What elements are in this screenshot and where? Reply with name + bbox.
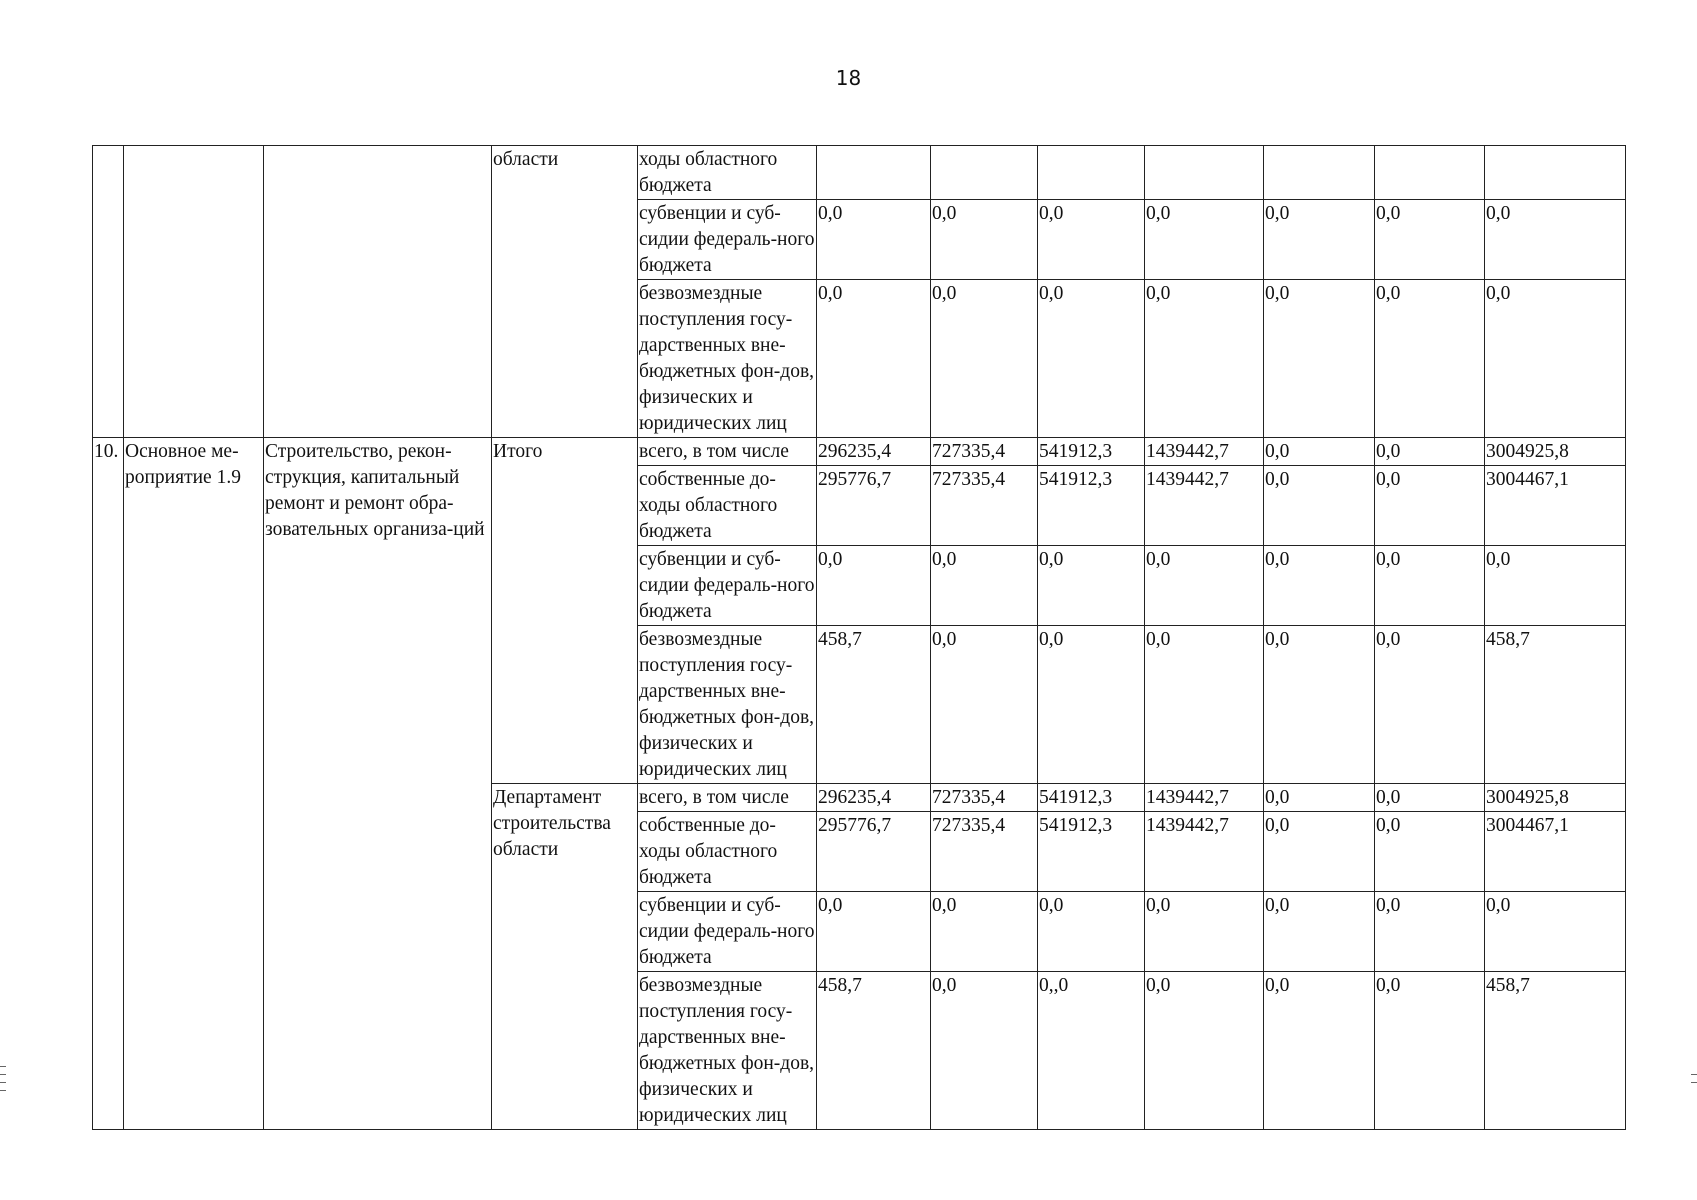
amount-cell: 1439442,7 [1145, 812, 1264, 892]
amount-cell: 727335,4 [931, 438, 1038, 466]
amount-cell: 0,0 [1485, 892, 1626, 972]
amount-cell: 0,0 [1264, 466, 1375, 546]
amount-cell: 0,0 [817, 546, 931, 626]
amount-cell: 727335,4 [931, 812, 1038, 892]
amount-cell: 0,0 [1145, 280, 1264, 438]
amount-cell: 296235,4 [817, 784, 931, 812]
amount-cell: 0,0 [1375, 200, 1485, 280]
amount-cell: 458,7 [817, 972, 931, 1130]
amount-cell [817, 146, 931, 200]
source-cell: субвенции и суб-сидии федераль-ного бюджета [638, 546, 817, 626]
source-cell: безвозмездные поступления госу-дарственных вне-бюджетных фон-дов, физических и юридических лиц [638, 972, 817, 1130]
amount-cell: 0,0 [1485, 546, 1626, 626]
amount-cell: 727335,4 [931, 466, 1038, 546]
amount-cell: 0,0 [1375, 626, 1485, 784]
amount-cell: 0,0 [1375, 466, 1485, 546]
amount-cell: 296235,4 [817, 438, 931, 466]
scan-mark [1691, 1074, 1697, 1075]
source-cell: собственные до-ходы областного бюджета [638, 812, 817, 892]
amount-cell: 0,0 [1264, 280, 1375, 438]
amount-cell: 0,0 [1375, 812, 1485, 892]
cell-name [124, 146, 264, 438]
amount-cell: 0,0 [1264, 626, 1375, 784]
amount-cell: 0,0 [1264, 812, 1375, 892]
item-number: 10. [93, 438, 124, 1130]
source-cell: собственные до-ходы областного бюджета [638, 466, 817, 546]
amount-cell: 0,,0 [1038, 972, 1145, 1130]
amount-cell [1145, 146, 1264, 200]
amount-cell: 0,0 [1485, 280, 1626, 438]
amount-cell: 0,0 [1264, 972, 1375, 1130]
executor-cell: Департамент строительства области [492, 784, 638, 1130]
amount-cell: 3004925,8 [1485, 784, 1626, 812]
source-cell: безвозмездные поступления госу-дарственных вне-бюджетных фон-дов, физических и юридических лиц [638, 626, 817, 784]
cell-num [93, 146, 124, 438]
amount-cell [1038, 146, 1145, 200]
amount-cell: 0,0 [1375, 438, 1485, 466]
amount-cell: 0,0 [931, 972, 1038, 1130]
scan-mark [0, 1090, 6, 1091]
source-cell: субвенции и суб-сидии федераль-ного бюджета [638, 200, 817, 280]
budget-table [92, 145, 1626, 1130]
amount-cell: 0,0 [1145, 892, 1264, 972]
amount-cell: 0,0 [1145, 200, 1264, 280]
amount-cell: 1439442,7 [1145, 438, 1264, 466]
amount-cell: 0,0 [1264, 784, 1375, 812]
amount-cell: 0,0 [1264, 438, 1375, 466]
source-cell: безвозмездные поступления госу-дарственных вне-бюджетных фон-дов, физических и юридических лиц [638, 280, 817, 438]
scan-mark [0, 1066, 6, 1067]
amount-cell: 0,0 [817, 892, 931, 972]
amount-cell: 1439442,7 [1145, 466, 1264, 546]
amount-cell: 0,0 [1375, 280, 1485, 438]
cell-description [264, 146, 492, 438]
table-row [93, 438, 1626, 466]
amount-cell: 0,0 [1264, 200, 1375, 280]
cell-executor: области [492, 146, 638, 438]
amount-cell: 0,0 [1375, 892, 1485, 972]
amount-cell: 3004467,1 [1485, 466, 1626, 546]
amount-cell: 458,7 [1485, 972, 1626, 1130]
amount-cell: 0,0 [1038, 626, 1145, 784]
amount-cell: 0,0 [817, 200, 931, 280]
item-name: Основное ме-роприятие 1.9 [124, 438, 264, 1130]
source-cell: субвенции и суб-сидии федераль-ного бюджета [638, 892, 817, 972]
table-row [93, 146, 1626, 200]
amount-cell: 0,0 [1375, 784, 1485, 812]
amount-cell [1264, 146, 1375, 200]
amount-cell [1375, 146, 1485, 200]
amount-cell: 0,0 [1375, 546, 1485, 626]
amount-cell: 541912,3 [1038, 438, 1145, 466]
amount-cell [1485, 146, 1626, 200]
amount-cell: 0,0 [931, 546, 1038, 626]
amount-cell: 541912,3 [1038, 784, 1145, 812]
amount-cell: 0,0 [1264, 892, 1375, 972]
amount-cell: 0,0 [1038, 200, 1145, 280]
source-cell: ходы областного бюджета [638, 146, 817, 200]
amount-cell: 3004467,1 [1485, 812, 1626, 892]
scan-mark [1691, 1082, 1697, 1083]
amount-cell: 0,0 [1375, 972, 1485, 1130]
amount-cell: 541912,3 [1038, 812, 1145, 892]
amount-cell: 0,0 [931, 626, 1038, 784]
amount-cell: 0,0 [1038, 546, 1145, 626]
amount-cell: 458,7 [817, 626, 931, 784]
executor-cell: Итого [492, 438, 638, 784]
amount-cell: 0,0 [1145, 626, 1264, 784]
amount-cell: 295776,7 [817, 466, 931, 546]
scan-mark [0, 1082, 6, 1083]
amount-cell: 727335,4 [931, 784, 1038, 812]
scan-mark [0, 1074, 6, 1075]
amount-cell: 0,0 [1485, 200, 1626, 280]
source-cell: всего, в том числе [638, 438, 817, 466]
item-description: Строительство, рекон-струкция, капитальный ремонт и ремонт обра-зовательных организа-ций [264, 438, 492, 1130]
amount-cell: 1439442,7 [1145, 784, 1264, 812]
source-cell: всего, в том числе [638, 784, 817, 812]
amount-cell: 0,0 [931, 280, 1038, 438]
amount-cell: 458,7 [1485, 626, 1626, 784]
amount-cell: 0,0 [931, 892, 1038, 972]
amount-cell [931, 146, 1038, 200]
amount-cell: 0,0 [1145, 546, 1264, 626]
amount-cell: 541912,3 [1038, 466, 1145, 546]
amount-cell: 0,0 [1038, 892, 1145, 972]
amount-cell: 295776,7 [817, 812, 931, 892]
amount-cell: 3004925,8 [1485, 438, 1626, 466]
amount-cell: 0,0 [1264, 546, 1375, 626]
amount-cell: 0,0 [817, 280, 931, 438]
amount-cell: 0,0 [931, 200, 1038, 280]
amount-cell: 0,0 [1145, 972, 1264, 1130]
page-number: 18 [835, 66, 862, 90]
amount-cell: 0,0 [1038, 280, 1145, 438]
